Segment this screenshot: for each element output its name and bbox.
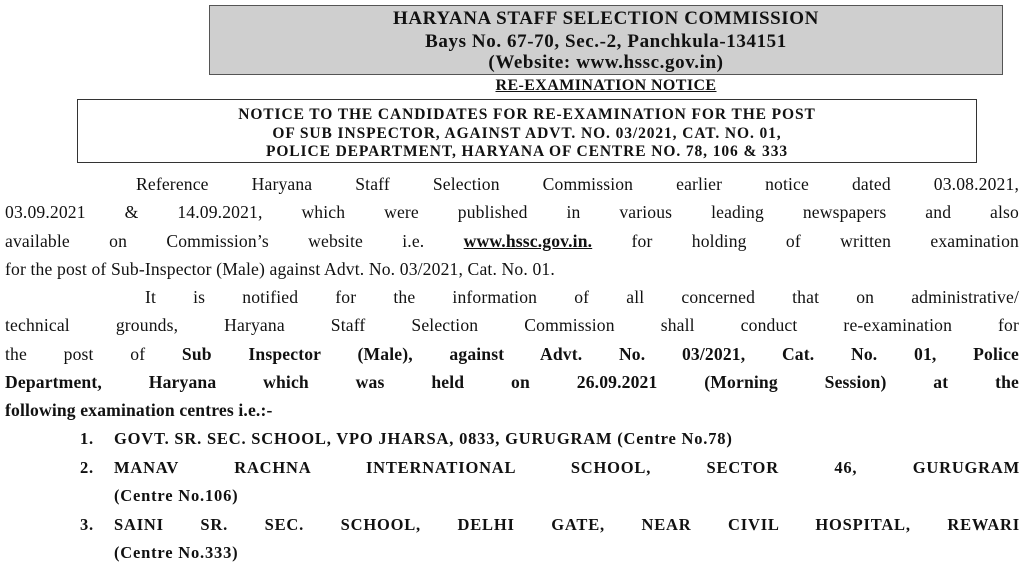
reference-line-3 xyxy=(5,227,1019,255)
centre-line-cont: (Centre No.333) xyxy=(114,543,239,562)
notification-paragraph xyxy=(5,283,1019,424)
notice-subject-box xyxy=(77,99,977,163)
notification-line-4: Department, Haryana which was held on 26.09.2021 (Morning Session) at the xyxy=(5,371,1019,392)
org-address: Bays No. 67-70, Sec.-2, Panchkula-134151 xyxy=(425,31,787,52)
reference-line-1: Reference Haryana Staff Selection Commission earlier notice dated 03.08.2021, xyxy=(136,174,1019,194)
notification-line-3-bold: Sub Inspector (Male), against Advt. No. 03/2021, Cat. No. 01, Police xyxy=(181,343,1020,364)
notification-line-1: It is notified for the information of all concerned that on administrative/ xyxy=(145,287,1019,307)
reference-line-3-pre: available on Commission’s website i.e. xyxy=(5,230,425,251)
notification-line-5: following examination centres i.e.:- xyxy=(5,400,273,421)
centre-line: SAINI SR. SEC. SCHOOL, DELHI GATE, NEAR CIVIL HOSPITAL, REWARI xyxy=(114,514,1020,534)
centre-number: 1. xyxy=(80,429,94,448)
centre-number: 3. xyxy=(80,514,94,534)
centre-item xyxy=(80,454,1020,511)
reference-line-3-post: for holding of written examination xyxy=(631,230,1019,251)
reexam-title xyxy=(209,76,1003,96)
reference-line-4: for the post of Sub-Inspector (Male) against Advt. No. 03/2021, Cat. No. 01. xyxy=(5,258,555,279)
centre-line: GOVT. SR. SEC. SCHOOL, VPO JHARSA, 0833, GURUGRAM (Centre No.78) xyxy=(114,429,733,448)
reexam-title-text: RE-EXAMINATION NOTICE xyxy=(495,77,717,94)
notice-subject-line-1: NOTICE TO THE CANDIDATES FOR RE-EXAMINATION FOR THE POST xyxy=(238,106,816,123)
centre-line-cont: (Centre No.106) xyxy=(114,486,239,505)
notice-subject-line-3: POLICE DEPARTMENT, HARYANA OF CENTRE NO. 78, 106 & 333 xyxy=(265,143,788,160)
org-name: HARYANA STAFF SELECTION COMMISSION xyxy=(392,8,819,29)
org-website: (Website: www.hssc.gov.in) xyxy=(488,52,724,73)
centre-line: MANAV RACHNA INTERNATIONAL SCHOOL, SECTOR 46, GURUGRAM xyxy=(114,457,1020,477)
reference-line-2: 03.09.2021 & 14.09.2021, which were published in various leading newspapers and also xyxy=(5,202,1019,223)
notification-line-3-pre: the post of xyxy=(5,343,146,364)
website-link[interactable]: www.hssc.gov.in. xyxy=(463,230,593,251)
centre-number: 2. xyxy=(80,457,94,477)
notice-subject-line-2: OF SUB INSPECTOR, AGAINST ADVT. NO. 03/2021, CAT. NO. 01, xyxy=(272,124,782,142)
reference-paragraph xyxy=(5,170,1019,283)
centre-list xyxy=(80,425,1020,568)
notification-line-3 xyxy=(5,340,1019,368)
centre-item xyxy=(80,425,1020,454)
notification-line-2: technical grounds, Haryana Staff Selection Commission shall conduct re-examination for xyxy=(5,315,1019,336)
centre-item xyxy=(80,511,1020,568)
